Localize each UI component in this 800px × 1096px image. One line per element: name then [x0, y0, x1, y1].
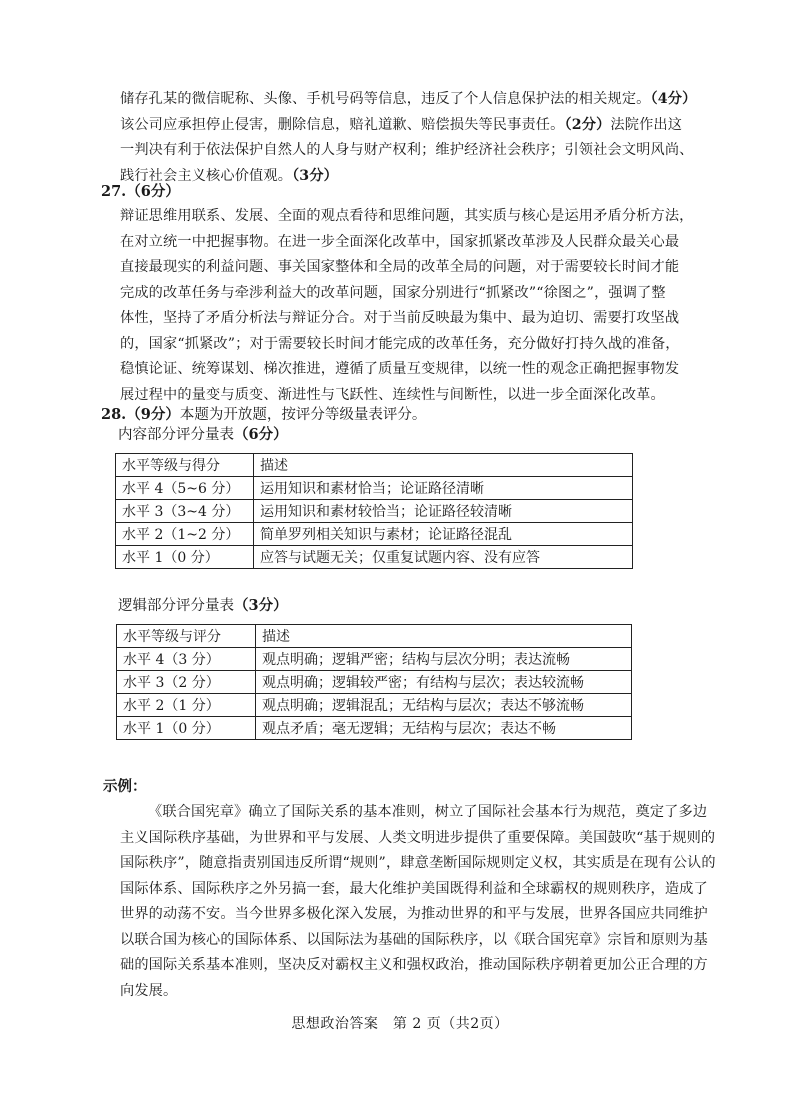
table-header-cell: 描述 — [254, 454, 633, 477]
q28-heading — [101, 403, 426, 424]
example-line: 国际体系、国际秩序之外另搞一套，最大化维护美国既得利益和全球霸权的规则秩序，造成了 — [120, 880, 708, 897]
description-cell: 观点矛盾；毫无逻辑；无结构与层次；表达不畅 — [256, 717, 632, 740]
q27-line: 展过程中的量变与质变、渐进性与飞跃性、连续性与间断性，以进一步全面深化改革。 — [120, 386, 665, 403]
content-table-caption — [118, 423, 288, 444]
example-line: 世界的动荡不安。当今世界多极化深入发展，为推动世界的和平与发展，世界各国应共同维护 — [120, 906, 708, 922]
q26-score-4: （3分） — [292, 167, 338, 184]
level-cell: 水平 2（1~2 分） — [116, 523, 254, 546]
q26-line-4 — [120, 164, 680, 190]
example-answer — [120, 800, 716, 1004]
logic-table-caption — [118, 594, 288, 615]
content-rubric-table — [115, 453, 633, 569]
table-header-cell: 水平等级与评分 — [117, 625, 256, 648]
level-cell: 水平 3（3~4 分） — [116, 500, 254, 523]
example-line: 国际秩序”，随意指责别国违反所谓“规则”，肆意垄断国际规则定义权，其实质是在现有公认的 — [120, 855, 716, 871]
q26-line-2 — [120, 113, 683, 139]
q27-line: 体性，坚持了矛盾分析法与辩证分合。对于当前反映最为集中、最为迫切、需要打攻坚战 — [120, 310, 680, 326]
table-header-row — [116, 454, 633, 477]
description-cell: 简单罗列相关知识与素材；论证路径混乱 — [254, 523, 633, 546]
q27-heading — [101, 180, 180, 201]
table-row — [116, 500, 633, 523]
table-row — [117, 648, 632, 671]
description-cell: 观点明确；逻辑较严密；有结构与层次；表达较流畅 — [256, 671, 632, 694]
q27-line: 辩证思维用联系、发展、全面的观点看待和思维问题，其实质与核心是运用矛盾分析方法， — [120, 208, 694, 224]
q27-line: 直接最现实的利益问题、事关国家整体和全局的改革全局的问题，对于需要较长时间才能 — [120, 259, 680, 275]
q26-line-1 — [120, 87, 697, 113]
description-cell: 观点明确；逻辑严密；结构与层次分明；表达流畅 — [256, 648, 632, 671]
level-cell: 水平 4（5~6 分） — [116, 477, 254, 500]
content-table-caption-score: （6分） — [234, 426, 288, 443]
q26-line-2-tail: 法院作出这 — [610, 116, 683, 133]
level-cell: 水平 2（1 分） — [117, 694, 256, 717]
description-cell: 运用知识和素材恰当；论证路径清晰 — [254, 477, 633, 500]
logic-table-caption-text: 逻辑部分评分量表 — [118, 598, 234, 614]
q26-line-3: 一判决有利于依法保护自然人的人身与财产权利；维护经济社会秩序；引领社会文明风尚、 — [120, 142, 694, 158]
q26-line-1-text: 储存孔某的微信昵称、头像、手机号码等信息，违反了个人信息保护法的相关规定。 — [120, 91, 651, 107]
q27-line: 的，国家“抓紧改”；对于需要较长时间才能完成的改革任务，充分做好打持久战的准备， — [120, 335, 680, 352]
description-cell: 观点明确；逻辑混乱；无结构与层次；表达不够流畅 — [256, 694, 632, 717]
example-line: 以联合国为核心的国际体系、以国际法为基础的国际秩序，以《联合国宪章》宗旨和原则为基 — [120, 931, 708, 948]
q28-score: （9分） — [126, 406, 180, 423]
example-line: 主义国际秩序基础，为世界和平与发展、人类文明进步提供了重要保障。美国鼓吹“基于规则的 — [120, 829, 716, 846]
logic-rubric-table — [116, 624, 632, 740]
q26-score-1: （4分） — [650, 91, 697, 107]
q28-number: 28. — [101, 406, 127, 423]
example-line: 《联合国宪章》确立了国际关系的基本准则，树立了国际社会基本行为规范，奠定了多边 — [148, 804, 708, 820]
level-cell: 水平 1（0 分） — [116, 546, 254, 569]
description-cell: 应答与试题无关；仅重复试题内容、没有应答 — [254, 546, 633, 569]
table-row — [117, 717, 632, 740]
logic-table-caption-score: （3分） — [234, 597, 288, 614]
q27-line: 在对立统一中把握事物。在进一步全面深化改革中，国家抓紧改革涉及人民群众最关心最 — [120, 233, 680, 250]
level-cell: 水平 3（2 分） — [117, 671, 256, 694]
q26-continuation — [120, 87, 697, 189]
q26-line-2-text: 该公司应承担停止侵害，删除信息，赔礼道歉、赔偿损失等民事责任。 — [120, 116, 565, 133]
q27-number: 27. — [101, 183, 127, 200]
example-label: 示例： — [103, 778, 147, 795]
table-row — [116, 523, 633, 546]
q27-line: 完成的改革任务与牵涉利益大的改革问题，国家分别进行“抓紧改”“徐图之”，强调了整 — [120, 284, 666, 301]
page-footer: 思想政治答案 第 2 页（共2页） — [291, 1016, 509, 1032]
table-row — [116, 546, 633, 569]
table-header-cell: 描述 — [256, 625, 632, 648]
table-header-row — [117, 625, 632, 648]
description-cell: 运用知识和素材较恰当；论证路径较清晰 — [254, 500, 633, 523]
q26-score-2: （2分） — [564, 116, 611, 133]
q27-score: （6分） — [126, 183, 180, 200]
q26-line-4-text: 践行社会主义核心价值观。 — [120, 167, 293, 184]
q28-intro: 本题为开放题，按评分等级量表评分。 — [179, 407, 427, 423]
level-cell: 水平 4（3 分） — [117, 648, 256, 671]
example-line: 向发展。 — [120, 982, 178, 999]
content-table-caption-text: 内容部分评分量表 — [118, 427, 234, 443]
table-row — [117, 671, 632, 694]
q27-answer — [120, 204, 694, 408]
level-cell: 水平 1（0 分） — [117, 717, 256, 740]
q27-line: 稳慎论证、统筹谋划、梯次推进，遵循了质量互变规律，以统一性的观念正确把握事物发 — [120, 361, 680, 377]
table-row — [117, 694, 632, 717]
table-header-cell: 水平等级与得分 — [116, 454, 254, 477]
table-row — [116, 477, 633, 500]
example-line: 础的国际关系基本准则，坚决反对霸权主义和强权政治，推动国际秩序朝着更加公正合理的方 — [120, 957, 708, 973]
